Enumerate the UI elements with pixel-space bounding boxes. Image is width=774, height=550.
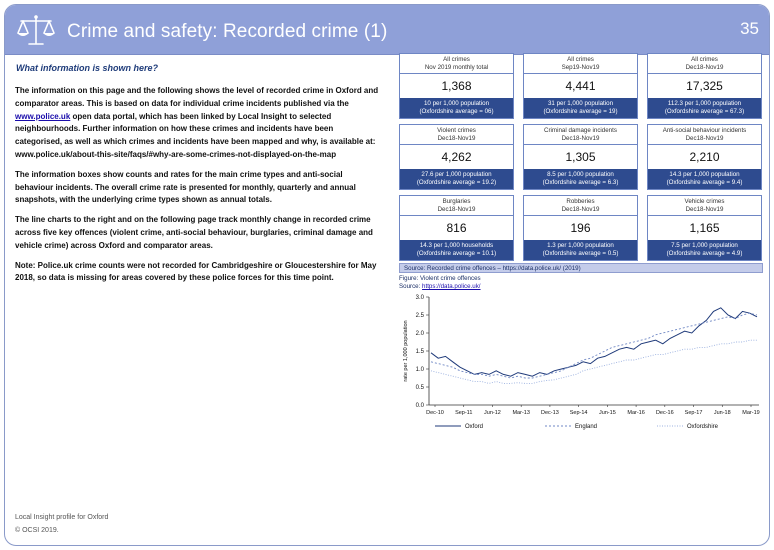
stat-title: Violent crimes: [437, 127, 476, 134]
stat-value: 1,165: [689, 221, 720, 235]
x-tick-label: Sep-11: [455, 410, 473, 416]
stat-rate: [648, 169, 761, 189]
stat-comparison: (Oxfordshire average = 0.5): [542, 249, 619, 257]
intro-paragraph-1: [15, 85, 381, 162]
x-tick-label: Jun-18: [713, 410, 731, 416]
x-tick-label: Dec-10: [426, 410, 444, 416]
stat-rate-text: 14.3 per 1,000 households: [419, 242, 494, 249]
intro-paragraph-4: [15, 260, 381, 286]
stat-period: Dec18-Nov19: [561, 205, 600, 213]
stat-period: Sep19-Nov19: [561, 63, 600, 71]
page-title: Crime and safety: Recorded crime (1): [67, 21, 388, 42]
stat-value: 2,210: [689, 150, 720, 164]
stat-rate: [400, 169, 513, 189]
stat-box: [399, 195, 514, 261]
info-column: [15, 63, 381, 292]
stat-rate: [524, 169, 637, 189]
stat-comparison: (Oxfordshire average = 19.2): [416, 178, 497, 186]
figure-source: [399, 283, 481, 291]
stat-value: 816: [446, 221, 467, 235]
stat-rate-text: 7.5 per 1,000 population: [671, 242, 738, 249]
x-tick-label: Jun-12: [484, 410, 501, 416]
scales-of-justice-icon: [15, 13, 57, 47]
x-tick-label: Sep-14: [569, 410, 588, 416]
stat-box: [399, 53, 514, 119]
intro-paragraph-2-text: The information boxes show counts and rates for the main crime types and anti-social behaviour incidents. The overall crime rate is presented for monthly, quarterly and annual snapshots, with the underlying crime types shown as annual totals.: [15, 169, 356, 205]
legend-label: Oxford: [465, 424, 484, 430]
stat-box: [647, 124, 762, 190]
stat-rate: [648, 98, 761, 118]
x-tick-label: Mar-16: [627, 410, 645, 416]
stat-rate: [648, 240, 761, 260]
stat-period: Dec18-Nov19: [685, 134, 724, 142]
stat-boxes: [399, 53, 763, 266]
stat-box-header: [524, 125, 637, 145]
stat-comparison: (Oxfordshire average = 9.4): [666, 178, 743, 186]
stat-box: [647, 53, 762, 119]
stat-row-1: [399, 53, 763, 119]
legend-label: England: [575, 424, 598, 430]
stat-comparison: (Oxfordshire average = 4.9): [666, 249, 743, 257]
page-number: 35: [740, 19, 759, 38]
police-uk-link[interactable]: www.police.uk: [15, 111, 71, 121]
y-tick-label: 0.0: [415, 403, 424, 409]
stat-rate-text: 112.3 per 1,000 population: [667, 100, 742, 107]
stat-period: Dec18-Nov19: [685, 63, 724, 71]
stat-box-header: [400, 54, 513, 74]
stat-box-header: [400, 125, 513, 145]
stat-comparison: (Oxfordshire average = 10.1): [416, 249, 497, 257]
stat-title: Burglaries: [442, 198, 471, 205]
y-tick-label: 1.0: [415, 367, 424, 373]
stat-value: 1,305: [565, 150, 596, 164]
stat-rate-text: 27.6 per 1,000 population: [421, 171, 492, 178]
stat-row-2: [399, 124, 763, 190]
stat-box: [399, 124, 514, 190]
stat-box-header: [400, 196, 513, 216]
stat-comparison: (Oxfordshire average = 19): [543, 107, 618, 115]
stat-value: 196: [570, 221, 591, 235]
stat-box: [523, 124, 638, 190]
intro-paragraph-3: [15, 214, 381, 252]
stat-title: Vehicle crimes: [684, 198, 725, 205]
intro-text-before-link: The information on this page and the following shows the level of recorded crime in Oxford and comparator areas. This is based on data for individual crime incidents published via the: [15, 86, 379, 108]
stat-period: Dec18-Nov19: [561, 134, 600, 142]
page-header: [5, 5, 770, 55]
intro-text-after-link: open data portal, which has been linked by Local Insight to selected neighbourhoods. Further information on how these crimes and incidents have been categorised, as well as which crimes and incidents have been mapped and why, is available at: www.police.uk/about-this-site/faqs/#why-are-some-crimes-not-displayed-on-the-map: [15, 111, 376, 159]
intro-paragraph-4-text: Note: Police.uk crime counts were not recorded for Cambridgeshire or Gloucestershire for May 2018, so data is missing for areas covered by these police forces for this time point.: [15, 260, 377, 283]
stat-box-header: [648, 196, 761, 216]
footer-profile-label: Local Insight profile for Oxford: [15, 514, 109, 521]
series-line-oxford: [431, 308, 757, 376]
violent-crime-line-chart: [395, 293, 765, 438]
stat-period: Nov 2019 monthly total: [424, 63, 489, 71]
stat-box: [647, 195, 762, 261]
stat-rate: [400, 240, 513, 260]
stat-title: Criminal damage incidents: [544, 127, 617, 134]
stat-box-header: [648, 125, 761, 145]
x-tick-label: Dec-16: [655, 410, 674, 416]
stat-rate-text: 1.3 per 1,000 population: [547, 242, 614, 249]
stat-value: 4,441: [565, 79, 596, 93]
stat-rate-text: 8.5 per 1,000 population: [547, 171, 614, 178]
boxes-source-bar: Source: Recorded crime offences – https://data.police.uk/ (2019): [399, 263, 763, 273]
stat-title: Robberies: [566, 198, 595, 205]
stat-title: All crimes: [443, 56, 470, 63]
y-tick-label: 2.5: [415, 313, 424, 319]
y-tick-label: 0.5: [415, 385, 424, 391]
x-tick-label: Dec-13: [541, 410, 559, 416]
page-footer: [15, 511, 108, 537]
x-tick-label: Jun-15: [598, 410, 616, 416]
stat-period: Dec18-Nov19: [437, 134, 476, 142]
stat-rate: [524, 98, 637, 118]
stat-comparison: (Oxfordshire average = 06): [419, 107, 494, 115]
stat-title: All crimes: [691, 56, 718, 63]
stat-value: 4,262: [441, 150, 472, 164]
y-tick-label: 3.0: [415, 295, 424, 301]
figure-caption: [399, 275, 481, 291]
stat-rate-text: 14.3 per 1,000 population: [669, 171, 740, 178]
series-line-oxfordshire: [431, 340, 757, 383]
stat-box-header: [648, 54, 761, 74]
stat-value: 1,368: [441, 79, 472, 93]
stat-title: Anti-social behaviour incidents: [662, 127, 747, 134]
stat-rate-text: 31 per 1,000 population: [547, 100, 614, 107]
stat-period: Dec18-Nov19: [685, 205, 724, 213]
y-axis-label: rate per 1,000 population: [403, 320, 409, 382]
stat-value: 17,325: [686, 79, 723, 93]
intro-paragraph-3-text: The line charts to the right and on the following page track monthly change in recorded crime across five key offences (violent crime, anti-social behaviour, burglaries, criminal damage and vehicle crime) across Oxford and comparator areas.: [15, 215, 373, 250]
stat-rate-text: 10 per 1,000 population: [423, 100, 490, 107]
figure-source-prefix: Source:: [399, 283, 423, 290]
x-tick-label: Mar-13: [512, 410, 530, 416]
section-heading: What information is shown here?: [16, 63, 159, 73]
y-tick-label: 2.0: [415, 331, 424, 337]
series-line-england: [431, 313, 757, 378]
legend-label: Oxfordshire: [687, 424, 719, 430]
stat-comparison: (Oxfordshire average = 6.3): [542, 178, 619, 186]
stat-rate: [400, 98, 513, 118]
stat-title: All crimes: [567, 56, 594, 63]
page-frame: [4, 4, 770, 546]
stat-box-header: [524, 196, 637, 216]
footer-copyright: © OCSI 2019.: [15, 527, 59, 534]
stat-period: Dec18-Nov19: [437, 205, 476, 213]
stat-row-3: [399, 195, 763, 261]
figure-title: Figure: Violent crime offences: [399, 275, 481, 282]
stat-comparison: (Oxfordshire average = 67.3): [664, 107, 745, 115]
stat-box-header: [524, 54, 637, 74]
stat-rate: [524, 240, 637, 260]
x-tick-label: Sep-17: [684, 410, 703, 416]
stat-box: [523, 53, 638, 119]
y-tick-label: 1.5: [415, 349, 424, 355]
intro-paragraph-2: [15, 169, 381, 207]
stat-box: [523, 195, 638, 261]
figure-source-link[interactable]: https://data.police.uk/: [422, 283, 481, 290]
x-tick-label: Mar-19: [742, 410, 760, 416]
